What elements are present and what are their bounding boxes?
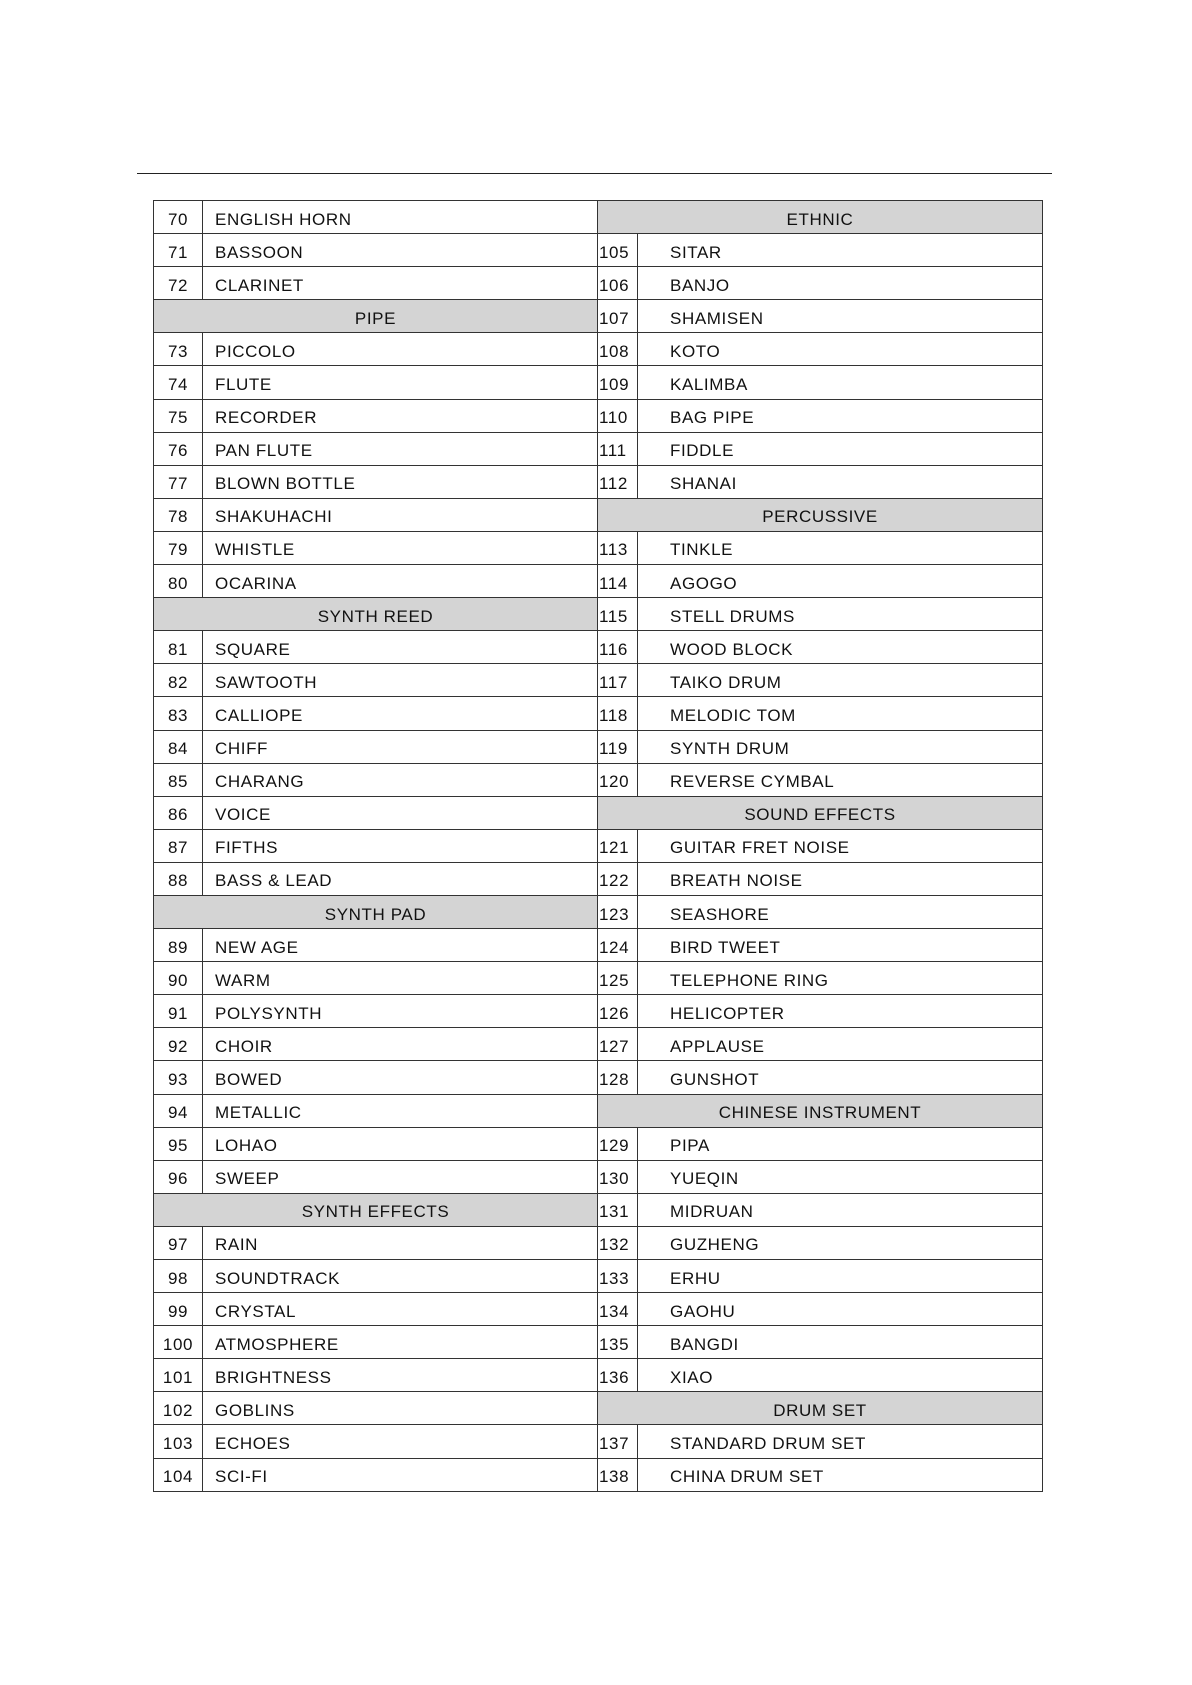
voice-name: CRYSTAL (203, 1293, 598, 1326)
voice-row (598, 1425, 1043, 1458)
voice-name: CHOIR (203, 1028, 598, 1061)
voice-number: 107 (598, 300, 638, 333)
voice-number: 118 (598, 697, 638, 730)
voice-number: 102 (154, 1392, 203, 1425)
voice-row (598, 1061, 1043, 1094)
voice-name: BANGDI (638, 1326, 1043, 1359)
voice-name: FIDDLE (638, 432, 1043, 465)
voice-name: RAIN (203, 1226, 598, 1259)
voice-name: KALIMBA (638, 366, 1043, 399)
category-label: PIPE (154, 300, 598, 333)
voice-number: 128 (598, 1061, 638, 1094)
voice-name: CHIFF (203, 730, 598, 763)
category-label: SOUND EFFECTS (598, 796, 1043, 829)
voice-row (154, 697, 598, 730)
voice-row (154, 995, 598, 1028)
voice-number: 108 (598, 333, 638, 366)
voice-name: BASSOON (203, 234, 598, 267)
voice-number: 113 (598, 531, 638, 564)
voice-name: MIDRUAN (638, 1193, 1043, 1226)
voice-number: 124 (598, 929, 638, 962)
voice-number: 91 (154, 995, 203, 1028)
voice-name: REVERSE CYMBAL (638, 763, 1043, 796)
category-row (598, 796, 1043, 829)
category-label: PERCUSSIVE (598, 498, 1043, 531)
voice-name: BASS & LEAD (203, 862, 598, 895)
voice-name: SHANAI (638, 465, 1043, 498)
voice-number: 100 (154, 1326, 203, 1359)
voice-name: TELEPHONE RING (638, 962, 1043, 995)
category-row (154, 598, 598, 631)
voice-row (154, 498, 598, 531)
voice-name: YUEQIN (638, 1160, 1043, 1193)
voice-number: 121 (598, 829, 638, 862)
voice-number: 95 (154, 1127, 203, 1160)
voice-row (154, 929, 598, 962)
voice-row (154, 234, 598, 267)
voice-row (154, 1326, 598, 1359)
voice-row (154, 631, 598, 664)
voice-name: POLYSYNTH (203, 995, 598, 1028)
voice-number: 105 (598, 234, 638, 267)
voice-row (154, 399, 598, 432)
voice-name: CLARINET (203, 267, 598, 300)
voice-number: 122 (598, 862, 638, 895)
voice-number: 73 (154, 333, 203, 366)
voice-row (154, 1293, 598, 1326)
voice-row (598, 598, 1043, 631)
voice-row (598, 234, 1043, 267)
voice-row (154, 267, 598, 300)
voice-row (598, 1458, 1043, 1491)
voice-name: STELL DRUMS (638, 598, 1043, 631)
voice-row (154, 432, 598, 465)
voice-name: GAOHU (638, 1293, 1043, 1326)
voice-row (154, 829, 598, 862)
voice-row (598, 565, 1043, 598)
voice-number: 87 (154, 829, 203, 862)
voice-name: SCI-FI (203, 1458, 598, 1491)
voice-row (154, 465, 598, 498)
voice-row (154, 531, 598, 564)
voice-number: 138 (598, 1458, 638, 1491)
voice-name: RECORDER (203, 399, 598, 432)
voice-name: ATMOSPHERE (203, 1326, 598, 1359)
voice-number: 117 (598, 664, 638, 697)
voice-name: CHARANG (203, 763, 598, 796)
voice-row (598, 1160, 1043, 1193)
voice-number: 75 (154, 399, 203, 432)
voice-name: BIRD TWEET (638, 929, 1043, 962)
voice-row (154, 962, 598, 995)
voice-row (598, 730, 1043, 763)
voice-name: AGOGO (638, 565, 1043, 598)
voice-number: 130 (598, 1160, 638, 1193)
voice-name: TAIKO DRUM (638, 664, 1043, 697)
category-row (598, 498, 1043, 531)
voice-row (598, 895, 1043, 928)
voice-number: 116 (598, 631, 638, 664)
category-row (598, 1094, 1043, 1127)
voice-row (154, 1160, 598, 1193)
voice-name: ERHU (638, 1260, 1043, 1293)
voice-row (598, 465, 1043, 498)
voice-name: PICCOLO (203, 333, 598, 366)
voice-number: 79 (154, 531, 203, 564)
voice-name: NEW AGE (203, 929, 598, 962)
voice-number: 74 (154, 366, 203, 399)
voice-row (154, 1094, 598, 1127)
voice-row (154, 201, 598, 234)
voice-name: OCARINA (203, 565, 598, 598)
voice-row (598, 631, 1043, 664)
voice-row (154, 763, 598, 796)
voice-number: 72 (154, 267, 203, 300)
voice-name: CHINA DRUM SET (638, 1458, 1043, 1491)
voice-number: 71 (154, 234, 203, 267)
voice-name: CALLIOPE (203, 697, 598, 730)
voice-row (154, 1458, 598, 1491)
voice-number: 82 (154, 664, 203, 697)
voice-number: 98 (154, 1260, 203, 1293)
voice-number: 80 (154, 565, 203, 598)
voice-number: 133 (598, 1260, 638, 1293)
voice-row (154, 862, 598, 895)
voice-name: ENGLISH HORN (203, 201, 598, 234)
voice-name: PIPA (638, 1127, 1043, 1160)
voice-number: 94 (154, 1094, 203, 1127)
voice-name: WOOD BLOCK (638, 631, 1043, 664)
voice-name: GUITAR FRET NOISE (638, 829, 1043, 862)
category-row (154, 895, 598, 928)
voice-number: 127 (598, 1028, 638, 1061)
voice-name: SITAR (638, 234, 1043, 267)
voice-name: BANJO (638, 267, 1043, 300)
voice-row (598, 1293, 1043, 1326)
voice-row (154, 1226, 598, 1259)
voice-number: 136 (598, 1359, 638, 1392)
voice-row (154, 366, 598, 399)
voice-row (154, 1359, 598, 1392)
voice-number: 85 (154, 763, 203, 796)
voice-name: SHAKUHACHI (203, 498, 598, 531)
voice-number: 101 (154, 1359, 203, 1392)
voice-number: 90 (154, 962, 203, 995)
voice-name: LOHAO (203, 1127, 598, 1160)
voice-name: SEASHORE (638, 895, 1043, 928)
voice-number: 76 (154, 432, 203, 465)
voice-row (598, 763, 1043, 796)
voice-number: 81 (154, 631, 203, 664)
voice-name: XIAO (638, 1359, 1043, 1392)
voice-name: WHISTLE (203, 531, 598, 564)
voice-row (154, 565, 598, 598)
voice-number: 129 (598, 1127, 638, 1160)
voice-name: GUNSHOT (638, 1061, 1043, 1094)
voice-number: 120 (598, 763, 638, 796)
voice-name: METALLIC (203, 1094, 598, 1127)
voice-name: GUZHENG (638, 1226, 1043, 1259)
voice-name: MELODIC TOM (638, 697, 1043, 730)
voice-row (598, 829, 1043, 862)
voice-row (598, 1359, 1043, 1392)
category-row (154, 300, 598, 333)
voice-name: SWEEP (203, 1160, 598, 1193)
voice-row (598, 1193, 1043, 1226)
voice-number: 89 (154, 929, 203, 962)
voice-row (598, 1326, 1043, 1359)
voice-row (598, 929, 1043, 962)
voice-name: ECHOES (203, 1425, 598, 1458)
voice-number: 88 (154, 862, 203, 895)
voice-name: FLUTE (203, 366, 598, 399)
voice-number: 97 (154, 1226, 203, 1259)
voice-number: 115 (598, 598, 638, 631)
category-row (598, 1392, 1043, 1425)
header-rule (137, 173, 1052, 174)
voice-row (598, 1226, 1043, 1259)
voice-table-left (153, 200, 598, 1492)
voice-row (598, 962, 1043, 995)
voice-row (598, 432, 1043, 465)
voice-number: 119 (598, 730, 638, 763)
voice-name: SAWTOOTH (203, 664, 598, 697)
voice-row (598, 995, 1043, 1028)
voice-name: HELICOPTER (638, 995, 1043, 1028)
voice-number: 126 (598, 995, 638, 1028)
voice-number: 83 (154, 697, 203, 730)
voice-row (598, 267, 1043, 300)
voice-number: 132 (598, 1226, 638, 1259)
voice-row (154, 1260, 598, 1293)
voice-row (154, 1028, 598, 1061)
voice-number: 112 (598, 465, 638, 498)
voice-name: BOWED (203, 1061, 598, 1094)
voice-number: 135 (598, 1326, 638, 1359)
voice-name: SQUARE (203, 631, 598, 664)
voice-number: 131 (598, 1193, 638, 1226)
voice-row (598, 697, 1043, 730)
voice-row (598, 1260, 1043, 1293)
voice-row (598, 1028, 1043, 1061)
voice-row (154, 730, 598, 763)
category-label: DRUM SET (598, 1392, 1043, 1425)
voice-row (154, 796, 598, 829)
voice-number: 70 (154, 201, 203, 234)
voice-name: KOTO (638, 333, 1043, 366)
voice-row (598, 531, 1043, 564)
voice-list (153, 200, 1044, 1492)
voice-row (154, 1061, 598, 1094)
voice-number: 106 (598, 267, 638, 300)
voice-number: 84 (154, 730, 203, 763)
voice-name: SOUNDTRACK (203, 1260, 598, 1293)
voice-number: 134 (598, 1293, 638, 1326)
voice-number: 109 (598, 366, 638, 399)
voice-number: 93 (154, 1061, 203, 1094)
voice-name: SHAMISEN (638, 300, 1043, 333)
voice-row (154, 664, 598, 697)
voice-number: 78 (154, 498, 203, 531)
category-row (598, 201, 1043, 234)
category-label: SYNTH EFFECTS (154, 1193, 598, 1226)
category-label: SYNTH PAD (154, 895, 598, 928)
voice-number: 103 (154, 1425, 203, 1458)
voice-number: 111 (598, 432, 638, 465)
voice-name: STANDARD DRUM SET (638, 1425, 1043, 1458)
voice-number: 77 (154, 465, 203, 498)
voice-row (598, 664, 1043, 697)
category-label: CHINESE INSTRUMENT (598, 1094, 1043, 1127)
voice-row (154, 1392, 598, 1425)
voice-name: BLOWN BOTTLE (203, 465, 598, 498)
voice-name: APPLAUSE (638, 1028, 1043, 1061)
voice-name: BRIGHTNESS (203, 1359, 598, 1392)
voice-name: FIFTHS (203, 829, 598, 862)
voice-number: 99 (154, 1293, 203, 1326)
voice-number: 123 (598, 895, 638, 928)
voice-number: 110 (598, 399, 638, 432)
voice-name: PAN FLUTE (203, 432, 598, 465)
voice-name: WARM (203, 962, 598, 995)
voice-name: BREATH NOISE (638, 862, 1043, 895)
voice-number: 125 (598, 962, 638, 995)
voice-row (598, 333, 1043, 366)
voice-number: 92 (154, 1028, 203, 1061)
voice-row (598, 399, 1043, 432)
voice-row (154, 1425, 598, 1458)
voice-number: 104 (154, 1458, 203, 1491)
category-row (154, 1193, 598, 1226)
voice-number: 96 (154, 1160, 203, 1193)
voice-name: VOICE (203, 796, 598, 829)
category-label: SYNTH REED (154, 598, 598, 631)
voice-name: SYNTH DRUM (638, 730, 1043, 763)
voice-row (154, 1127, 598, 1160)
voice-row (598, 366, 1043, 399)
category-label: ETHNIC (598, 201, 1043, 234)
voice-name: GOBLINS (203, 1392, 598, 1425)
voice-name: BAG PIPE (638, 399, 1043, 432)
voice-number: 86 (154, 796, 203, 829)
voice-table-right (597, 200, 1043, 1492)
voice-row (598, 1127, 1043, 1160)
voice-name: TINKLE (638, 531, 1043, 564)
voice-row (598, 862, 1043, 895)
voice-row (154, 333, 598, 366)
voice-number: 114 (598, 565, 638, 598)
voice-number: 137 (598, 1425, 638, 1458)
voice-row (598, 300, 1043, 333)
